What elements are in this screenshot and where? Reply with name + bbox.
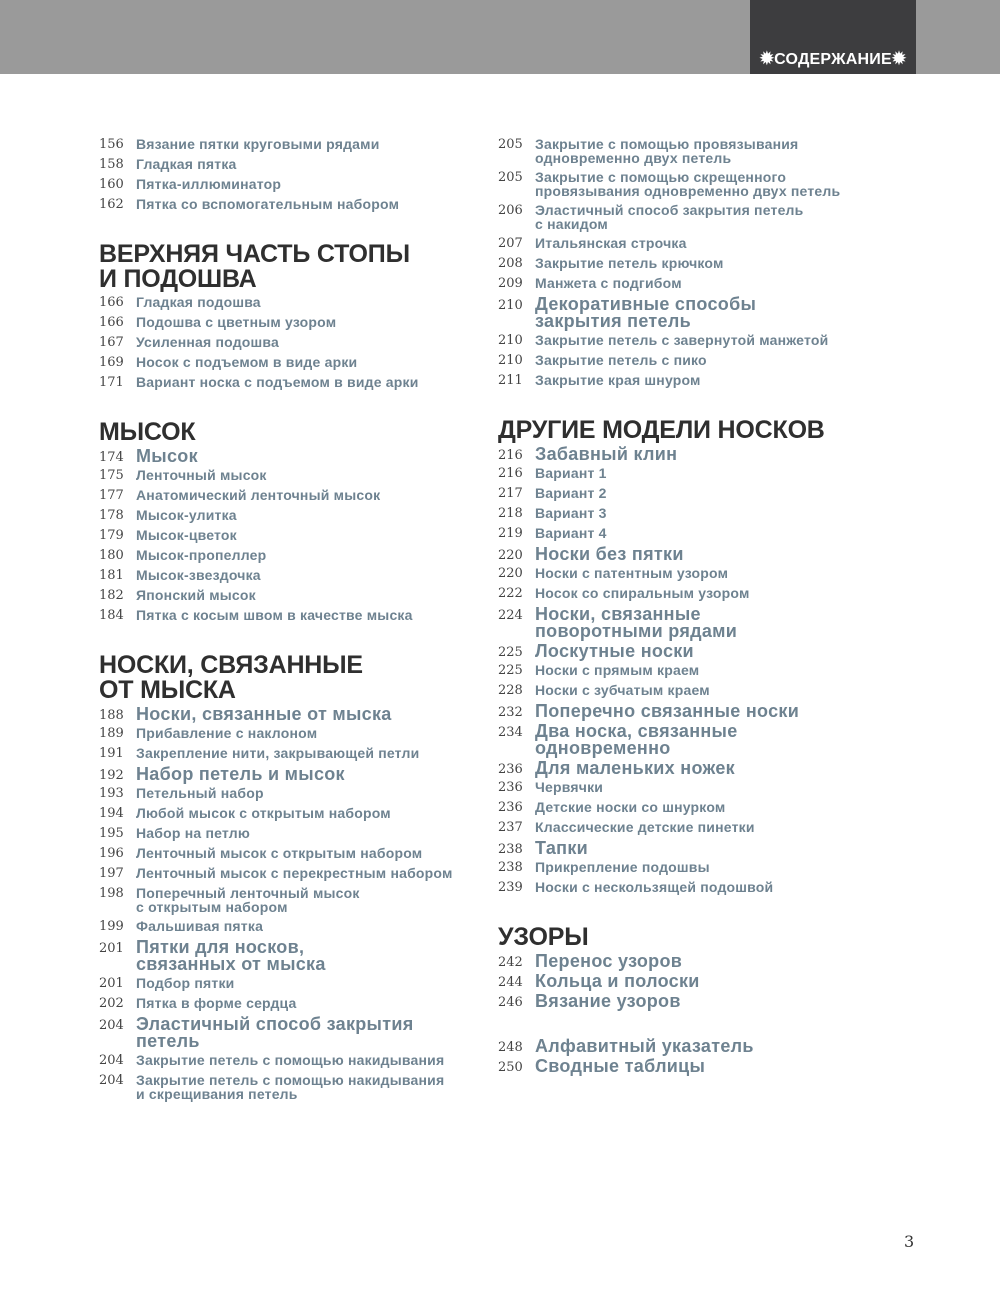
- toc-entry[interactable]: [99, 1016, 479, 1050]
- section-title: СОДЕРЖАНИЕ: [774, 51, 892, 68]
- flower-icon: ✹: [759, 49, 775, 68]
- toc-entry-title: Закрытие петель с помощью накидывания и скрещивания петель: [136, 1072, 445, 1102]
- toc-entry[interactable]: [99, 996, 479, 1011]
- toc-entry-title: Подбор пятки: [136, 975, 235, 991]
- toc-page-number: 224: [498, 608, 523, 623]
- toc-page-number: 238: [498, 860, 523, 875]
- toc-page-number: 181: [99, 568, 124, 583]
- flower-icon: ✹: [891, 49, 907, 68]
- toc-entry[interactable]: [498, 466, 898, 481]
- toc-page-number: 236: [498, 800, 523, 815]
- section-heading: [99, 420, 479, 445]
- toc-page-number: 166: [99, 315, 124, 330]
- toc-page-number: 248: [498, 1040, 523, 1055]
- toc-entry-title: Мысок: [136, 446, 198, 466]
- toc-page-number: 244: [498, 975, 523, 990]
- toc-entry-title: Закрытие петель с пико: [535, 352, 707, 368]
- toc-entry-title: Носки с патентным узором: [535, 565, 729, 581]
- toc-entry-title: Пятка с косым швом в качестве мыска: [136, 607, 413, 623]
- toc-entry[interactable]: [99, 939, 479, 973]
- section-heading-line: УЗОРЫ: [498, 923, 589, 951]
- toc-entry-title: Вариант 1: [535, 465, 607, 481]
- toc-page-number: 210: [498, 333, 523, 348]
- toc-entry[interactable]: [498, 840, 898, 857]
- toc-entry-title: Прибавление с наклоном: [136, 725, 318, 741]
- toc-page-number: 191: [99, 746, 124, 761]
- toc-entry[interactable]: [99, 157, 479, 172]
- toc-entry[interactable]: [498, 993, 898, 1010]
- toc-entry-title: Вариант носка с подъемом в виде арки: [136, 374, 419, 390]
- toc-entry[interactable]: [99, 766, 479, 783]
- toc-entry-title: Манжета с подгибом: [535, 275, 682, 291]
- toc-entry[interactable]: [99, 706, 479, 723]
- toc-page-number: 174: [99, 450, 124, 465]
- toc-entry[interactable]: [99, 468, 479, 483]
- toc-entry[interactable]: [99, 548, 479, 563]
- toc-entry[interactable]: [99, 786, 479, 801]
- toc-entry-title: Петельный набор: [136, 785, 264, 801]
- toc-entry[interactable]: [99, 826, 479, 841]
- toc-page-number: 208: [498, 256, 523, 271]
- toc-entry-title: Фальшивая пятка: [136, 918, 264, 934]
- toc-entry[interactable]: [498, 333, 898, 348]
- toc-entry[interactable]: [99, 488, 479, 503]
- toc-page-number: 196: [99, 846, 124, 861]
- section-heading: [498, 418, 898, 443]
- toc-entry-title: Мысок-улитка: [136, 507, 237, 523]
- toc-entry-title: Мысок-звездочка: [136, 567, 261, 583]
- toc-entry[interactable]: [99, 375, 479, 390]
- toc-entry-title: Носки, связанные поворотными рядами: [535, 604, 738, 641]
- toc-entry[interactable]: [498, 586, 898, 601]
- toc-page-number: 167: [99, 335, 124, 350]
- toc-entry-title: Эластичный способ закрытия петель: [136, 1014, 414, 1051]
- toc-entry-title: Вариант 4: [535, 525, 607, 541]
- toc-entry-title: Вариант 3: [535, 505, 607, 521]
- toc-page-number: 205: [498, 137, 523, 152]
- toc-page-number: 188: [99, 708, 124, 723]
- toc-page-number: 232: [498, 705, 523, 720]
- toc-entry-title: Закрытие края шнуром: [535, 372, 701, 388]
- toc-entry-title: Закрытие с помощью провязывания одновременно двух петель: [535, 136, 799, 166]
- toc-entry-title: Сводные таблицы: [535, 1056, 706, 1076]
- toc-entry[interactable]: [498, 880, 898, 895]
- toc-page-number: 209: [498, 276, 523, 291]
- toc-page-number: 205: [498, 170, 523, 185]
- toc-entry-title: Пятка в форме сердца: [136, 995, 297, 1011]
- toc-entry-title: Носки с зубчатым краем: [535, 682, 710, 698]
- toc-entry[interactable]: [498, 526, 898, 541]
- toc-entry[interactable]: [498, 860, 898, 875]
- toc-entry[interactable]: [99, 846, 479, 861]
- toc-entry-title: Любой мысок с открытым набором: [136, 805, 391, 821]
- toc-entry-title: Для маленьких ножек: [535, 758, 735, 778]
- toc-entry[interactable]: [99, 886, 479, 914]
- toc-page-number: 236: [498, 780, 523, 795]
- toc-entry-title: Ленточный мысок с перекрестным набором: [136, 865, 453, 881]
- toc-page-number: 225: [498, 663, 523, 678]
- toc-entry[interactable]: [99, 976, 479, 991]
- toc-entry[interactable]: [498, 276, 898, 291]
- toc-page-number: 169: [99, 355, 124, 370]
- toc-entry[interactable]: [99, 137, 479, 152]
- toc-page-number: 222: [498, 586, 523, 601]
- toc-entry-title: Лоскутные носки: [535, 641, 694, 661]
- toc-entry-title: Мысок-пропеллер: [136, 547, 267, 563]
- toc-page-number: 158: [99, 157, 124, 172]
- toc-page-number: 216: [498, 466, 523, 481]
- toc-entry[interactable]: [99, 197, 479, 212]
- toc-entry[interactable]: [99, 448, 479, 465]
- toc-page-number: 180: [99, 548, 124, 563]
- section-tab: [750, 0, 916, 74]
- toc-entry[interactable]: [498, 506, 898, 521]
- toc-page-number: 197: [99, 866, 124, 881]
- toc-page-number: 225: [498, 645, 523, 660]
- toc-entry-title: Эластичный способ закрытия петель с накидом: [535, 202, 804, 232]
- toc-entry-title: Поперечный ленточный мысок с открытым набором: [136, 885, 360, 915]
- toc-entry-title: Забавный клин: [535, 444, 678, 464]
- section-heading: [99, 653, 479, 703]
- section-heading-line: ОТ МЫСКА: [99, 676, 236, 704]
- toc-entry[interactable]: [498, 546, 898, 563]
- toc-entry-title: Алфавитный указатель: [535, 1036, 754, 1056]
- toc-entry[interactable]: [99, 335, 479, 350]
- toc-entry[interactable]: [498, 373, 898, 388]
- toc-page-number: 204: [99, 1053, 124, 1068]
- toc-page-number: 201: [99, 941, 124, 956]
- toc-entry-title: Червячки: [535, 779, 604, 795]
- toc-entry-title: Носок с подъемом в виде арки: [136, 354, 358, 370]
- toc-entry-title: Набор на петлю: [136, 825, 251, 841]
- toc-entry-title: Закрепление нити, закрывающей петли: [136, 745, 420, 761]
- toc-entry[interactable]: [498, 953, 898, 970]
- toc-entry-title: Анатомический ленточный мысок: [136, 487, 381, 503]
- toc-page-number: 202: [99, 996, 124, 1011]
- toc-page-number: 210: [498, 298, 523, 313]
- toc-entry-title: Вязание узоров: [535, 991, 681, 1011]
- toc-entry-title: Пятка со вспомогательным набором: [136, 196, 400, 212]
- section-heading-line: И ПОДОШВА: [99, 265, 257, 293]
- toc-page-number: 182: [99, 588, 124, 603]
- toc-page-number: 178: [99, 508, 124, 523]
- toc-entry[interactable]: [498, 566, 898, 581]
- toc-entry[interactable]: [498, 723, 898, 757]
- toc-entry[interactable]: [498, 203, 898, 231]
- toc-page-number: 216: [498, 448, 523, 463]
- section-heading-line: НОСКИ, СВЯЗАННЫЕ: [99, 651, 363, 679]
- toc-column-right: [498, 134, 898, 1078]
- toc-entry[interactable]: [498, 760, 898, 777]
- toc-page-number: 195: [99, 826, 124, 841]
- toc-entry-title: Носки, связанные от мыска: [136, 704, 392, 724]
- toc-page-number: 204: [99, 1073, 124, 1088]
- toc-page-number: 189: [99, 726, 124, 741]
- toc-entry-title: Вязание пятки круговыми рядами: [136, 136, 380, 152]
- toc-entry-title: Закрытие петель с завернутой манжетой: [535, 332, 829, 348]
- toc-page-number: 207: [498, 236, 523, 251]
- toc-entry[interactable]: [498, 256, 898, 271]
- toc-entry[interactable]: [498, 973, 898, 990]
- toc-page-number: 246: [498, 995, 523, 1010]
- toc-page-number: 160: [99, 177, 124, 192]
- toc-page-number: 175: [99, 468, 124, 483]
- toc-entry-title: Носки без пятки: [535, 544, 684, 564]
- toc-column-left: [99, 134, 479, 1106]
- toc-entry[interactable]: [498, 170, 898, 198]
- toc-entry[interactable]: [498, 446, 898, 463]
- toc-page-number: 166: [99, 295, 124, 310]
- toc-entry[interactable]: [99, 568, 479, 583]
- toc-entry[interactable]: [498, 703, 898, 720]
- toc-page-number: 219: [498, 526, 523, 541]
- toc-entry-title: Носки с нескользящей подошвой: [535, 879, 774, 895]
- page-number: 3: [904, 1232, 915, 1251]
- toc-entry[interactable]: [498, 296, 898, 330]
- toc-entry[interactable]: [99, 1073, 479, 1101]
- toc-entry-title: Закрытие с помощью скрещенного провязывания одновременно двух петель: [535, 169, 841, 199]
- toc-entry-title: Итальянская строчка: [535, 235, 687, 251]
- toc-entry[interactable]: [99, 746, 479, 761]
- toc-entry[interactable]: [99, 355, 479, 370]
- toc-page-number: 204: [99, 1018, 124, 1033]
- toc-entry-title: Ленточный мысок с открытым набором: [136, 845, 423, 861]
- toc-entry[interactable]: [498, 663, 898, 678]
- section-heading-line: МЫСОК: [99, 418, 196, 446]
- toc-page-number: 220: [498, 548, 523, 563]
- toc-page-number: 198: [99, 886, 124, 901]
- toc-entry-title: Пятки для носков, связанных от мыска: [136, 937, 326, 974]
- toc-entry[interactable]: [498, 1058, 898, 1075]
- toc-entry[interactable]: [99, 528, 479, 543]
- toc-entry-title: Усиленная подошва: [136, 334, 280, 350]
- section-heading: [99, 242, 479, 292]
- toc-page-number: 192: [99, 768, 124, 783]
- toc-entry[interactable]: [99, 1053, 479, 1068]
- toc-page-number: 211: [498, 373, 523, 388]
- toc-page-number: 201: [99, 976, 124, 991]
- toc-entry[interactable]: [99, 588, 479, 603]
- toc-page-number: 250: [498, 1060, 523, 1075]
- toc-entry[interactable]: [99, 806, 479, 821]
- toc-entry-title: Вариант 2: [535, 485, 607, 501]
- toc-entry-title: Декоративные способы закрытия петель: [535, 294, 757, 331]
- toc-entry-title: Набор петель и мысок: [136, 764, 345, 784]
- toc-entry-title: Гладкая подошва: [136, 294, 261, 310]
- toc-entry-title: Прикрепление подошвы: [535, 859, 710, 875]
- toc-entry[interactable]: [498, 643, 898, 660]
- toc-entry-title: Пятка-иллюминатор: [136, 176, 282, 192]
- toc-entry-title: Гладкая пятка: [136, 156, 237, 172]
- toc-page-number: 162: [99, 197, 124, 212]
- toc-page-number: 234: [498, 725, 523, 740]
- toc-page-number: 171: [99, 375, 124, 390]
- toc-entry-title: Ленточный мысок: [136, 467, 267, 483]
- section-heading-line: ВЕРХНЯЯ ЧАСТЬ СТОПЫ: [99, 240, 410, 268]
- toc-entry[interactable]: [99, 608, 479, 623]
- toc-entry-title: Поперечно связанные носки: [535, 701, 800, 721]
- toc-entry[interactable]: [498, 236, 898, 251]
- toc-entry[interactable]: [99, 919, 479, 934]
- toc-entry-title: Подошва с цветным узором: [136, 314, 337, 330]
- toc-page-number: 237: [498, 820, 523, 835]
- section-heading-line: ДРУГИЕ МОДЕЛИ НОСКОВ: [498, 416, 825, 444]
- toc-entry[interactable]: [498, 486, 898, 501]
- toc-page-number: 179: [99, 528, 124, 543]
- toc-entry[interactable]: [498, 353, 898, 368]
- toc-page-number: 228: [498, 683, 523, 698]
- toc-entry[interactable]: [498, 1038, 898, 1055]
- toc-entry[interactable]: [99, 726, 479, 741]
- toc-entry-title: Детские носки со шнурком: [535, 799, 726, 815]
- toc-entry-title: Мысок-цветок: [136, 527, 237, 543]
- toc-page-number: 177: [99, 488, 124, 503]
- toc-page-number: 184: [99, 608, 124, 623]
- toc-page-number: 194: [99, 806, 124, 821]
- toc-page-number: 156: [99, 137, 124, 152]
- toc-entry[interactable]: [498, 137, 898, 165]
- toc-entry[interactable]: [498, 800, 898, 815]
- toc-page-number: 220: [498, 566, 523, 581]
- toc-entry-title: Классические детские пинетки: [535, 819, 755, 835]
- toc-page-number: 238: [498, 842, 523, 857]
- toc-entry-title: Перенос узоров: [535, 951, 683, 971]
- toc-entry-title: Два носка, связанные одновременно: [535, 721, 738, 758]
- toc-page-number: 218: [498, 506, 523, 521]
- toc-page-number: 210: [498, 353, 523, 368]
- toc-page-number: 239: [498, 880, 523, 895]
- toc-entry-title: Кольца и полоски: [535, 971, 700, 991]
- toc-entry[interactable]: [498, 683, 898, 698]
- toc-entry[interactable]: [99, 866, 479, 881]
- toc-page-number: 242: [498, 955, 523, 970]
- toc-entry[interactable]: [498, 606, 898, 640]
- toc-entry-title: Носок со спиральным узором: [535, 585, 750, 601]
- toc-entry[interactable]: [99, 177, 479, 192]
- toc-page-number: 236: [498, 762, 523, 777]
- toc-entry-title: Носки с прямым краем: [535, 662, 700, 678]
- toc-entry-title: Японский мысок: [136, 587, 256, 603]
- toc-page-number: 199: [99, 919, 124, 934]
- toc-entry[interactable]: [99, 315, 479, 330]
- toc-page-number: 217: [498, 486, 523, 501]
- spacer: [498, 1013, 898, 1035]
- toc-entry-title: Тапки: [535, 838, 589, 858]
- toc-entry[interactable]: [99, 508, 479, 523]
- toc-page-number: 206: [498, 203, 523, 218]
- toc-entry-title: Закрытие петель крючком: [535, 255, 724, 271]
- toc-entry[interactable]: [498, 780, 898, 795]
- toc-page-number: 193: [99, 786, 124, 801]
- toc-entry-title: Закрытие петель с помощью накидывания: [136, 1052, 445, 1068]
- section-heading: [498, 925, 898, 950]
- toc-entry[interactable]: [498, 820, 898, 835]
- toc-entry[interactable]: [99, 295, 479, 310]
